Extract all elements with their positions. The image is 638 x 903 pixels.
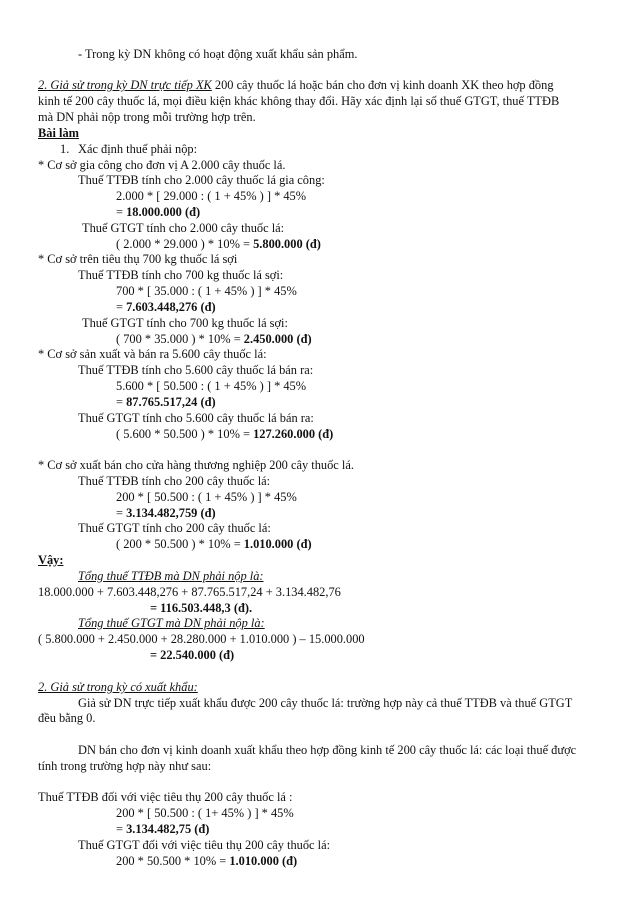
text-line: mà DN phải nộp trong mỗi trường hợp trên. xyxy=(38,110,256,124)
result-value: = 116.503.448,3 (đ). xyxy=(150,601,253,615)
result-line xyxy=(116,854,297,869)
formula-text: ( 5.600 * 50.500 ) * 10% = xyxy=(116,427,254,441)
result-line xyxy=(116,506,216,521)
section-heading-line xyxy=(38,78,554,93)
result-value: 87.765.517,24 (đ) xyxy=(126,395,216,409)
section-heading: 2. Giả sử trong kỳ có xuất khẩu: xyxy=(38,680,198,694)
text-line: Thuế TTĐB đối với việc tiêu thụ 200 cây thuốc lá : xyxy=(38,790,293,804)
result-value: 1.010.000 (đ) xyxy=(243,537,312,551)
result-value: 2.450.000 (đ) xyxy=(243,332,312,346)
result-line xyxy=(116,537,312,552)
text-line: Thuế GTGT đối với việc tiêu thụ 200 cây thuốc lá: xyxy=(78,838,331,852)
result-value: 18.000.000 (đ) xyxy=(126,205,201,219)
result-value: 1.010.000 (đ) xyxy=(229,854,298,868)
subtotal-heading: Tổng thuế TTĐB mà DN phải nộp là: xyxy=(78,569,264,583)
formula-line: 5.600 * [ 50.500 : ( 1 + 45% ) ] * 45% xyxy=(116,379,307,393)
text-line: * Cơ sở xuất bán cho cửa hàng thương nghiệp 200 cây thuốc lá. xyxy=(38,458,354,472)
result-value: 3.134.482,75 (đ) xyxy=(126,822,210,836)
text-line: Thuế TTĐB tính cho 5.600 cây thuốc lá bán ra: xyxy=(78,363,314,377)
result-line xyxy=(116,822,209,837)
text-line: Giả sử DN trực tiếp xuất khẩu được 200 cây thuốc lá: trường hợp này cả thuế TTĐB và thuế GTGT xyxy=(78,696,573,710)
result-line xyxy=(116,237,321,252)
formula-line: ( 5.800.000 + 2.450.000 + 28.280.000 + 1.010.000 ) – 15.000.000 xyxy=(38,632,365,646)
text-line: * Cơ sở trên tiêu thụ 700 kg thuốc lá sợi xyxy=(38,252,238,266)
text-line: * Cơ sở gia công cho đơn vị A 2.000 cây thuốc lá. xyxy=(38,158,286,172)
item-number: 1. xyxy=(60,142,70,156)
text-line: Thuế GTGT tính cho 5.600 cây thuốc lá bán ra: xyxy=(78,411,314,425)
formula-line: 18.000.000 + 7.603.448,276 + 87.765.517,24 + 3.134.482,76 xyxy=(38,585,341,599)
subtotal-heading: Tổng thuế GTGT mà DN phải nộp là: xyxy=(78,616,265,630)
text-line: Thuế GTGT tính cho 200 cây thuốc lá: xyxy=(78,521,271,535)
equals-sign: = xyxy=(116,395,127,409)
text-line: DN bán cho đơn vị kinh doanh xuất khẩu theo hợp đồng kinh tế 200 cây thuốc lá: các loại thuế được xyxy=(78,743,577,757)
formula-line: 200 * [ 50.500 : ( 1 + 45% ) ] * 45% xyxy=(116,490,297,504)
text-line: * Cơ sở sản xuất và bán ra 5.600 cây thuốc lá: xyxy=(38,347,267,361)
formula-line: 2.000 * [ 29.000 : ( 1 + 45% ) ] * 45% xyxy=(116,189,307,203)
section-heading: 2. Giả sử trong kỳ DN trực tiếp XK xyxy=(38,78,212,92)
result-value: = 22.540.000 (đ) xyxy=(150,648,235,662)
numbered-item xyxy=(60,142,197,157)
result-value: 7.603.448,276 (đ) xyxy=(126,300,216,314)
formula-text: ( 200 * 50.500 ) * 10% = xyxy=(116,537,244,551)
result-value: 127.260.000 (đ) xyxy=(253,427,334,441)
text-line: Thuế GTGT tính cho 700 kg thuốc lá sợi: xyxy=(82,316,288,330)
equals-sign: = xyxy=(116,506,127,520)
text-line: Thuế TTĐB tính cho 2.000 cây thuốc lá gia công: xyxy=(78,173,325,187)
equals-sign: = xyxy=(116,822,127,836)
formula-text: ( 2.000 * 29.000 ) * 10% = xyxy=(116,237,254,251)
text-line: - Trong kỳ DN không có hoạt động xuất khẩu sản phẩm. xyxy=(78,47,358,61)
result-line xyxy=(116,332,312,347)
equals-sign: = xyxy=(116,205,127,219)
formula-line: 200 * [ 50.500 : ( 1+ 45% ) ] * 45% xyxy=(116,806,294,820)
result-line xyxy=(116,427,333,442)
result-value: 5.800.000 (đ) xyxy=(253,237,321,251)
text-segment: 200 cây thuốc lá hoặc bán cho đơn vị kinh doanh XK theo hợp đồng xyxy=(211,78,554,92)
formula-text: ( 700 * 35.000 ) * 10% = xyxy=(116,332,244,346)
equals-sign: = xyxy=(116,300,127,314)
text-line: Thuế GTGT tính cho 2.000 cây thuốc lá: xyxy=(82,221,285,235)
formula-line: 700 * [ 35.000 : ( 1 + 45% ) ] * 45% xyxy=(116,284,297,298)
text-line: kinh tế 200 cây thuốc lá, mọi điều kiện khác không thay đổi. Hãy xác định lại số thuế GTGT, thuế TTĐB xyxy=(38,94,560,108)
text-line: Thuế TTĐB tính cho 700 kg thuốc lá sợi: xyxy=(78,268,284,282)
text-line: đều bằng 0. xyxy=(38,711,96,725)
text-line: Thuế TTĐB tính cho 200 cây thuốc lá: xyxy=(78,474,271,488)
text-line: tính trong trường hợp này như sau: xyxy=(38,759,212,773)
result-line xyxy=(116,300,216,315)
conclusion-heading: Vậy: xyxy=(38,553,64,567)
formula-text: 200 * 50.500 * 10% = xyxy=(116,854,230,868)
item-text: Xác định thuế phải nộp: xyxy=(78,142,198,156)
answer-heading: Bài làm xyxy=(38,126,79,140)
result-value: 3.134.482,759 (đ) xyxy=(126,506,216,520)
result-line xyxy=(116,205,200,220)
result-line xyxy=(116,395,216,410)
